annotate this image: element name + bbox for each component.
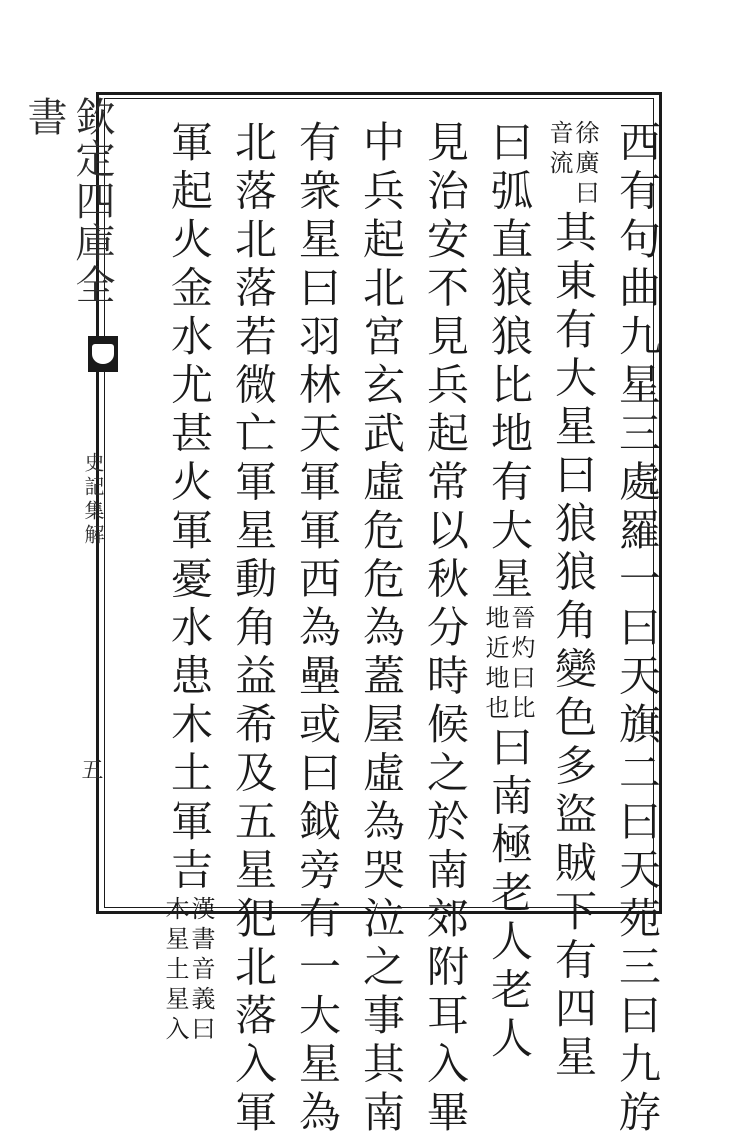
commentary-line: 晉灼曰比	[507, 605, 535, 725]
commentary-line: 地近地也	[481, 605, 509, 725]
text-column	[356, 120, 406, 1139]
commentary-note	[546, 120, 598, 210]
text-column	[612, 120, 662, 1139]
collection-title: 欽定四庫全書	[21, 96, 115, 306]
commentary-line: 音流	[545, 120, 573, 180]
main-text: 北落北落若微亡軍星動角益希及五星犯北落入軍	[229, 120, 278, 1139]
main-text: 中兵起北宮玄武虛危危為蓋屋虛為哭泣之事其南	[357, 120, 406, 1139]
main-text: 曰弧直狼狼比地有大星	[485, 120, 534, 605]
commentary-line: 徐廣曰	[571, 120, 599, 210]
text-column	[420, 120, 470, 1139]
fish-tail-ornament-icon	[88, 336, 118, 372]
page-number: 五	[78, 758, 103, 780]
main-text: 曰南極老人老人	[485, 725, 534, 1065]
text-column	[292, 120, 342, 1139]
commentary-note	[162, 896, 214, 1046]
text-column	[481, 120, 535, 1065]
commentary-line: 漢書音義曰	[187, 896, 215, 1046]
commentary-note	[482, 605, 534, 725]
text-column	[228, 120, 278, 1139]
main-text: 西有句曲九星三處羅一曰天旗二曰天苑三曰九斿	[613, 120, 662, 1139]
text-column	[545, 120, 599, 1083]
book-title: 史記集解	[81, 452, 105, 548]
main-text: 其東有大星曰狼狼角變色多盜賊下有四星	[549, 210, 598, 1083]
main-text: 有衆星曰羽林天軍軍西為壘或曰鉞旁有一大星為	[293, 120, 342, 1139]
text-column	[161, 120, 215, 1046]
commentary-line: 木星土星入	[161, 896, 189, 1046]
main-text: 見治安不見兵起常以秋分時候之於南郊附耳入畢	[421, 120, 470, 1139]
main-text: 軍起火金水尤甚火軍憂水患木土軍吉	[165, 120, 214, 896]
